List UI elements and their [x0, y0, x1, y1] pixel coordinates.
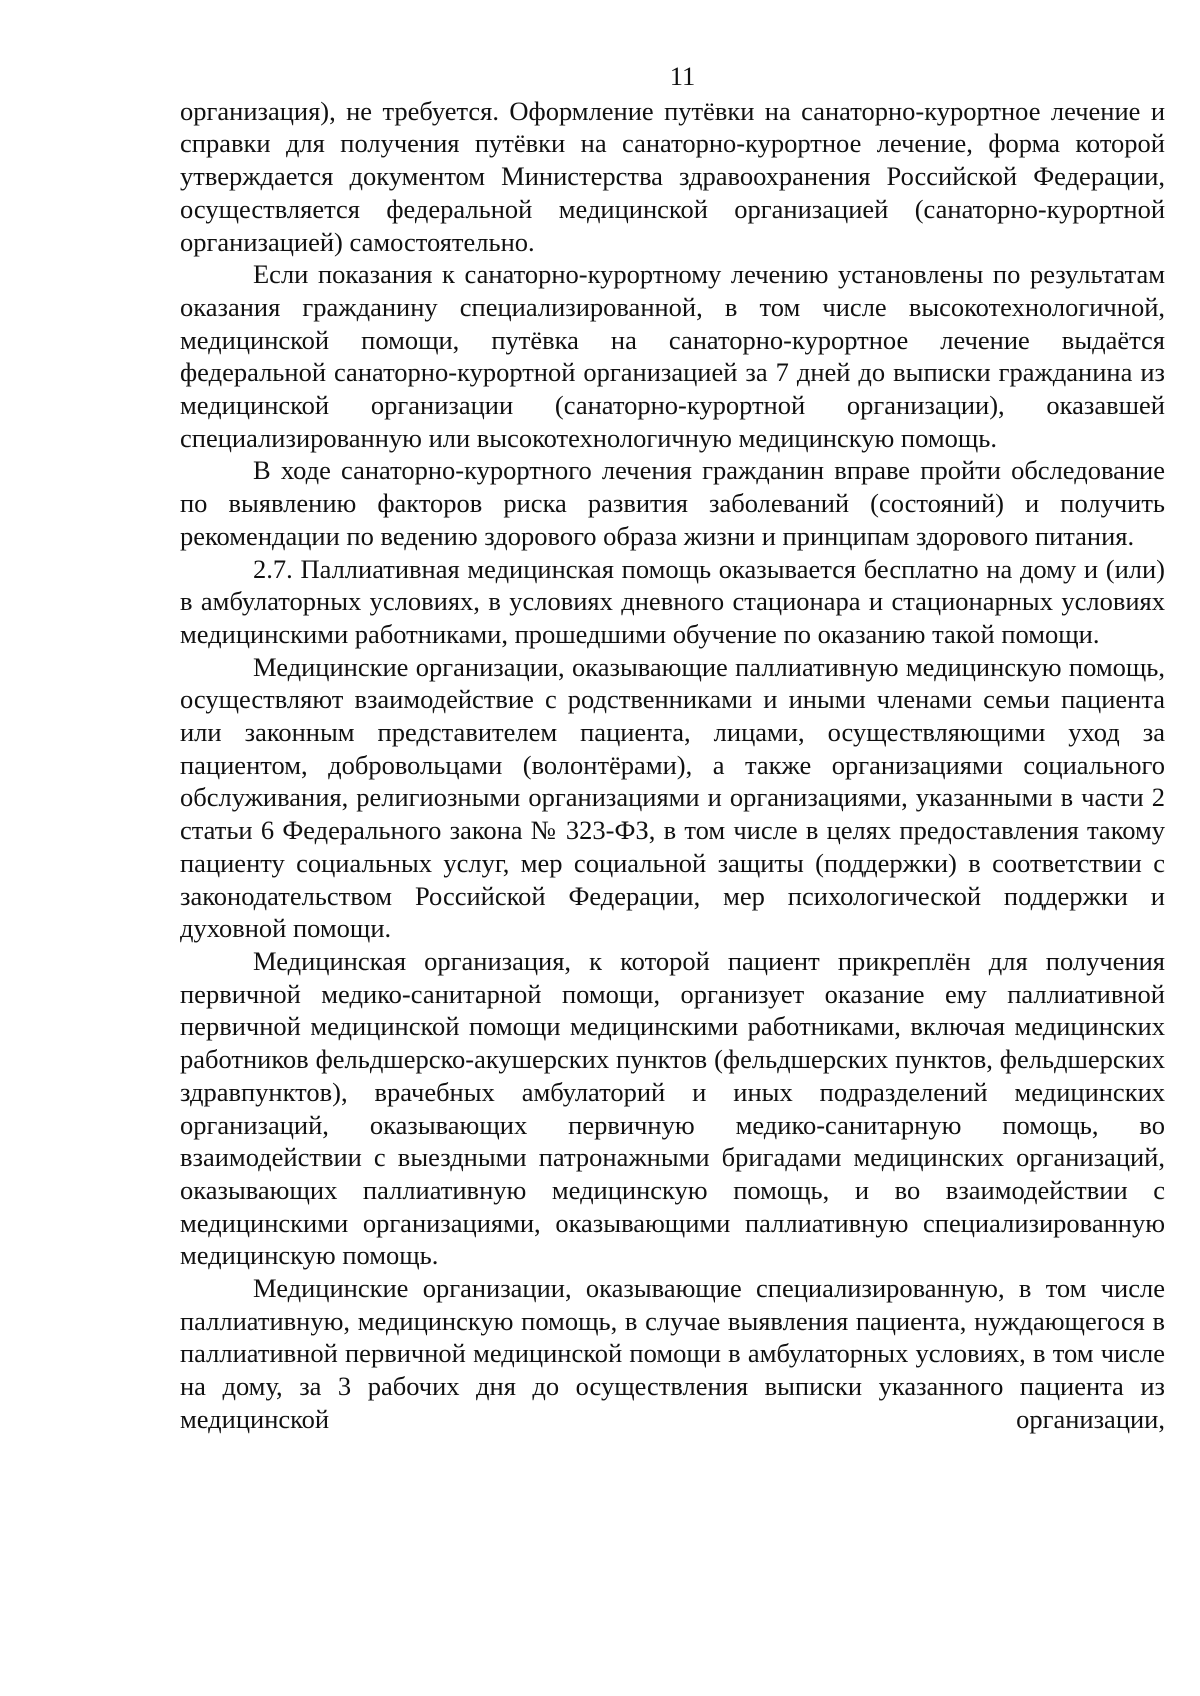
paragraph-primary-care-organization: Медицинская организация, к которой пациент прикреплён для получения первичной медико-санитарной помощи, организует оказание ему паллиативной первичной медицинской помощи медицинскими работниками, включая медицинских работников фельдшерско-акушерских пунктов (фельдшерских пунктов, фельдшерских здравпунктов), врачебных амбулаторий и иных подразделений медицинских организаций, оказывающих первичную медико-санитарную помощь, во взаимодействии с выездными патронажными бригадами медицинских организаций, оказывающих паллиативную медицинскую помощь, и во взаимодействии с медицинскими организациями, оказывающими паллиативную специализированную медицинскую помощь.	[180, 945, 1165, 1271]
document-page	[180, 60, 1165, 1436]
paragraph-continuation: организация), не требуется. Оформление путёвки на санаторно-курортное лечение и справки для получения путёвки на санаторно-курортное лечение, форма которой утверждается документом Министерства здравоохранения Российской Федерации, осуществляется федеральной медицинской организацией (санаторно-курортной организацией) самостоятельно.	[180, 95, 1165, 257]
paragraph-section-2-7: 2.7. Паллиативная медицинская помощь оказывается бесплатно на дому и (или) в амбулаторных условиях, в условиях дневного стационара и стационарных условиях медицинскими работниками, прошедшими обучение по оказанию такой помощи.	[180, 553, 1165, 649]
paragraph-sanatorium-referral: Если показания к санаторно-курортному лечению установлены по результатам оказания гражданину специализированной, в том числе высокотехнологичной, медицинской помощи, путёвка на санаторно-курортное лечение выдаётся федеральной санаторно-курортной организацией за 7 дней до выписки гражданина из медицинской организации (санаторно-курортной организации), оказавшей специализированную или высокотехнологичную медицинскую помощь.	[180, 259, 1165, 453]
page-number: 11	[669, 61, 696, 91]
paragraph-specialized-care: Медицинские организации, оказывающие специализированную, в том числе паллиативную, медицинскую помощь, в случае выявления пациента, нуждающегося в паллиативной первичной медицинской помощи в амбулаторных условиях, в том числе на дому, за 3 рабочих дня до осуществления выписки указанного пациента из медицинской организации,	[180, 1273, 1165, 1434]
paragraph-palliative-organizations: Медицинские организации, оказывающие паллиативную медицинскую помощь, осуществляют взаимодействие с родственниками и иными членами семьи пациента или законным представителем пациента, лицами, осуществляющими уход за пациентом, добровольцами (волонтёрами), а также организациями социального обслуживания, религиозными организациями и организациями, указанными в части 2 статьи 6 Федерального закона № 323-ФЗ, в том числе в целях предоставления такому пациенту социальных услуг, мер социальной защиты (поддержки) в соответствии с законодательством Российской Федерации, мер психологической поддержки и духовной помощи.	[180, 651, 1165, 944]
paragraph-examination: В ходе санаторно-курортного лечения гражданин вправе пройти обследование по выявлению факторов риска развития заболеваний (состояний) и получить рекомендации по ведению здорового образа жизни и принципам здорового питания.	[180, 455, 1165, 551]
